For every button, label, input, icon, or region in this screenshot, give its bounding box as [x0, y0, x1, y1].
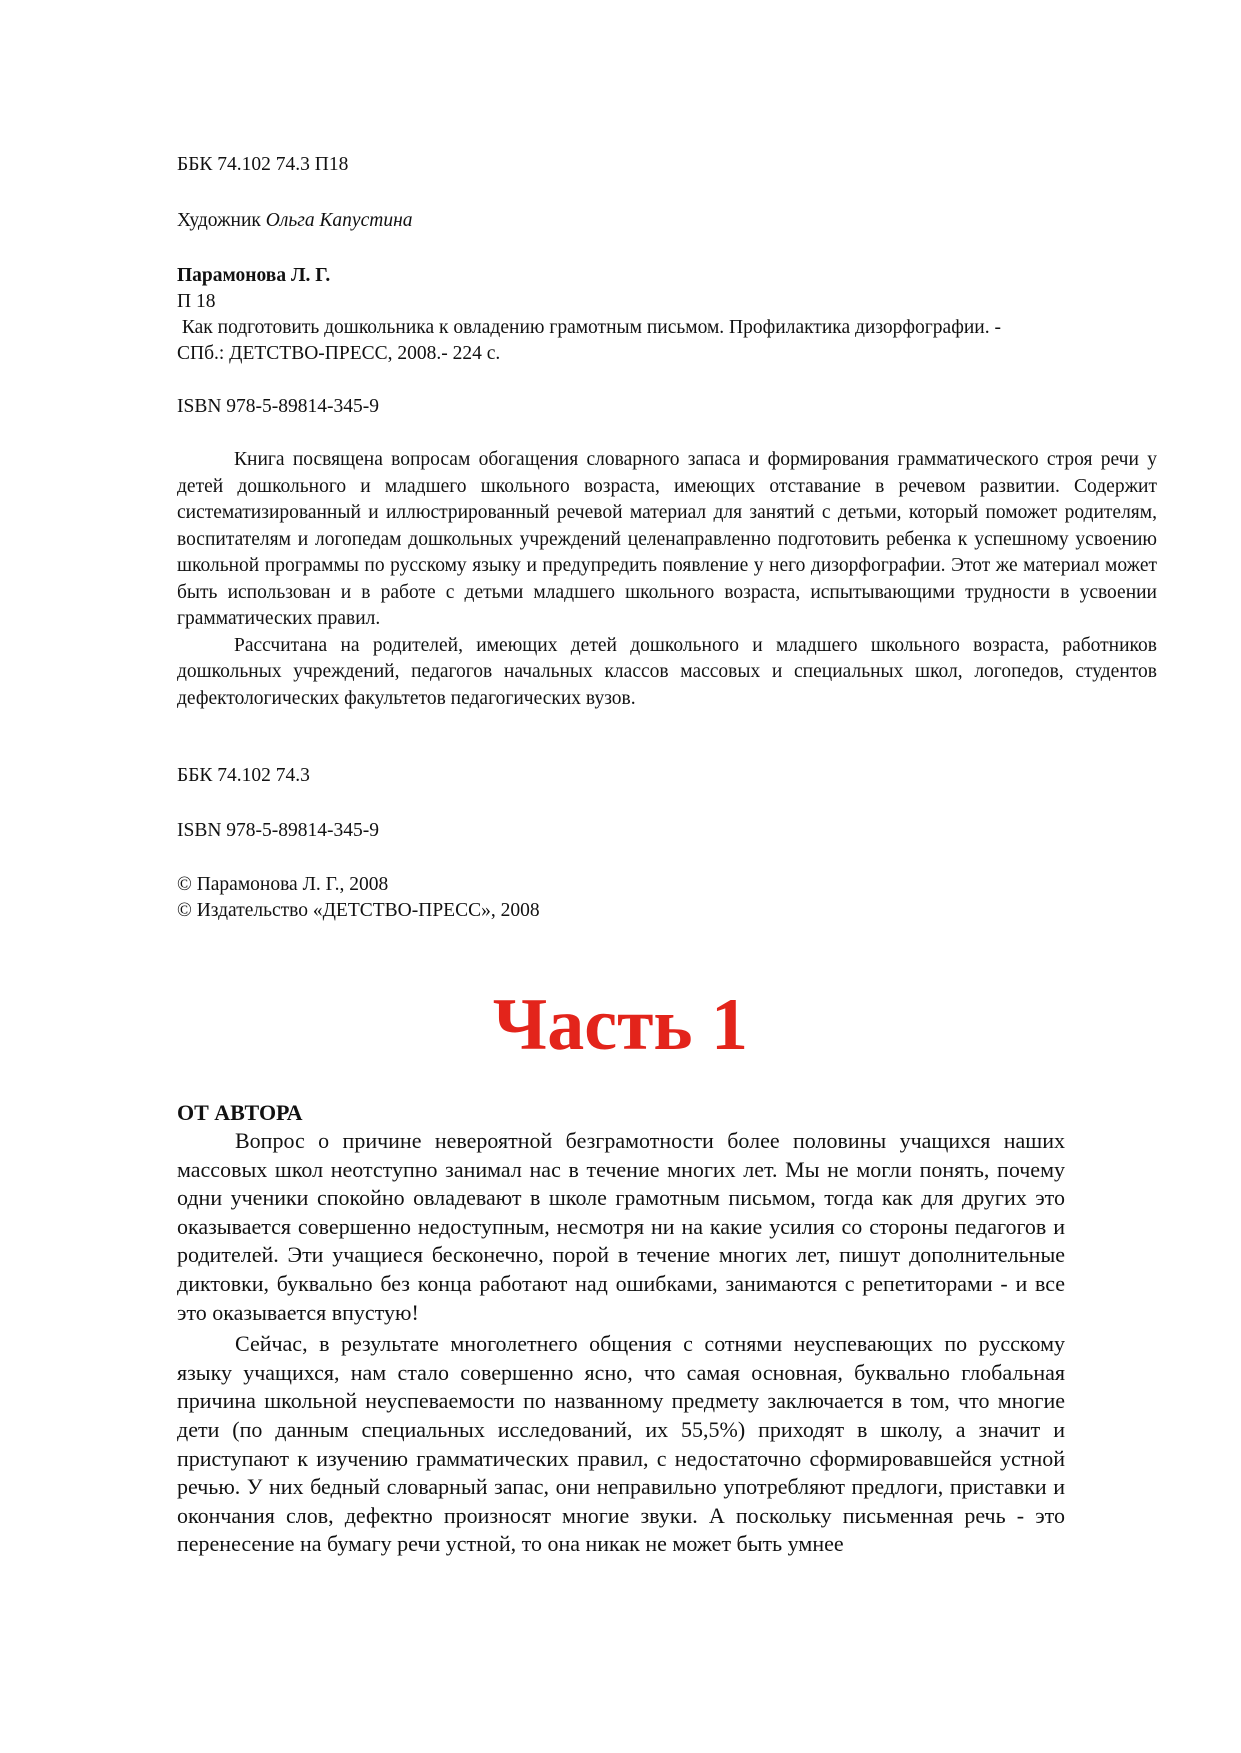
copyright-notice	[177, 872, 1067, 924]
author-name: Парамонова Л. Г.	[177, 265, 331, 286]
foreword-paragraph: Вопрос о причине невероятной безграмотности более половины учащихся наших массовых школ неотступно занимал нас в течение многих лет. Мы не могли понять, почему одни ученики спокойно овладевают в школе грамотным письмом, тогда как для других это оказывается совершенно недоступным, несмотря ни на какие усилия со стороны педагогов и родителей. Эти учащиеся бесконечно, порой в течение многих лет, пишут дополнительные диктовки, буквально без конца работают над ошибками, занимаются с репетиторами - и все это оказывается впустую!	[177, 1128, 1065, 1325]
foreword-heading: ОТ АВТОРА	[177, 1100, 303, 1125]
annotation	[177, 447, 1157, 712]
foreword-body	[177, 1127, 1065, 1559]
publisher-line: СПб.: ДЕТСТВО-ПРЕСС, 2008.- 224 с.	[177, 343, 501, 364]
copyright-author: © Парамонова Л. Г., 2008	[177, 874, 389, 895]
copyright-publisher: © Издательство «ДЕТСТВО-ПРЕСС», 2008	[177, 900, 540, 921]
illustrator-label: Художник	[177, 210, 261, 231]
book-title-line: Как подготовить дошкольника к овладению грамотным письмом. Профилактика дизорфографии. -	[177, 317, 1001, 338]
bibliographic-record	[177, 263, 1067, 367]
annotation-paragraph: Рассчитана на родителей, имеющих детей дошкольного и младшего школьного возраста, работников дошкольных учреждений, педагогов начальных классов массовых и специальных школ, логопедов, студентов дефектологических факультетов педагогических вузов.	[177, 634, 1157, 709]
foreword-paragraph: Сейчас, в результате многолетнего общения с сотнями неуспевающих по русскому языку учащихся, нам стало совершенно ясно, что самая основная, буквально глобальная причина школьной неуспеваемости по названному предмету заключается в том, что многие дети (по данным специальных исследований, их 55,5%) приходят в школу, а значит и приступают к изучению грамматических правил, с недостаточно сформировавшейся устной речью. У них бедный словарный запас, они неправильно употребляют предлоги, приставки и окончания слов, дефектно произносят многие звуки. А поскольку письменная речь - это перенесение на бумагу речи устной, то она никак не может быть умнее	[177, 1331, 1065, 1557]
isbn-top: ISBN 978-5-89814-345-9	[177, 396, 380, 417]
annotation-paragraph: Книга посвящена вопросам обогащения словарного запаса и формирования грамматического строя речи у детей дошкольного и младшего школьного возраста, имеющих отставание в речевом развитии. Содержит систематизированный и иллюстрированный речевой материал для занятий с детьми, который поможет родителям, воспитателям и логопедам дошкольных учреждений целенаправленно подготовить ребенка к успешному усвоению школьной программы по русскому языку и предупредить появление у него дизорфографии. Этот же материал может быть использован и в работе с детьми младшего школьного возраста, испытывающими трудности в усвоении грамматических правил.	[177, 449, 1157, 629]
bbk-code-bottom: ББК 74.102 74.3	[177, 765, 310, 786]
bbk-code-top: ББК 74.102 74.3 П18	[177, 154, 349, 175]
illustrator-name: Ольга Капустина	[265, 210, 413, 231]
isbn-bottom: ISBN 978-5-89814-345-9	[177, 820, 380, 841]
call-number: П 18	[177, 291, 216, 312]
illustrator-credit	[177, 208, 1067, 234]
part-title: Часть 1	[492, 984, 749, 1066]
